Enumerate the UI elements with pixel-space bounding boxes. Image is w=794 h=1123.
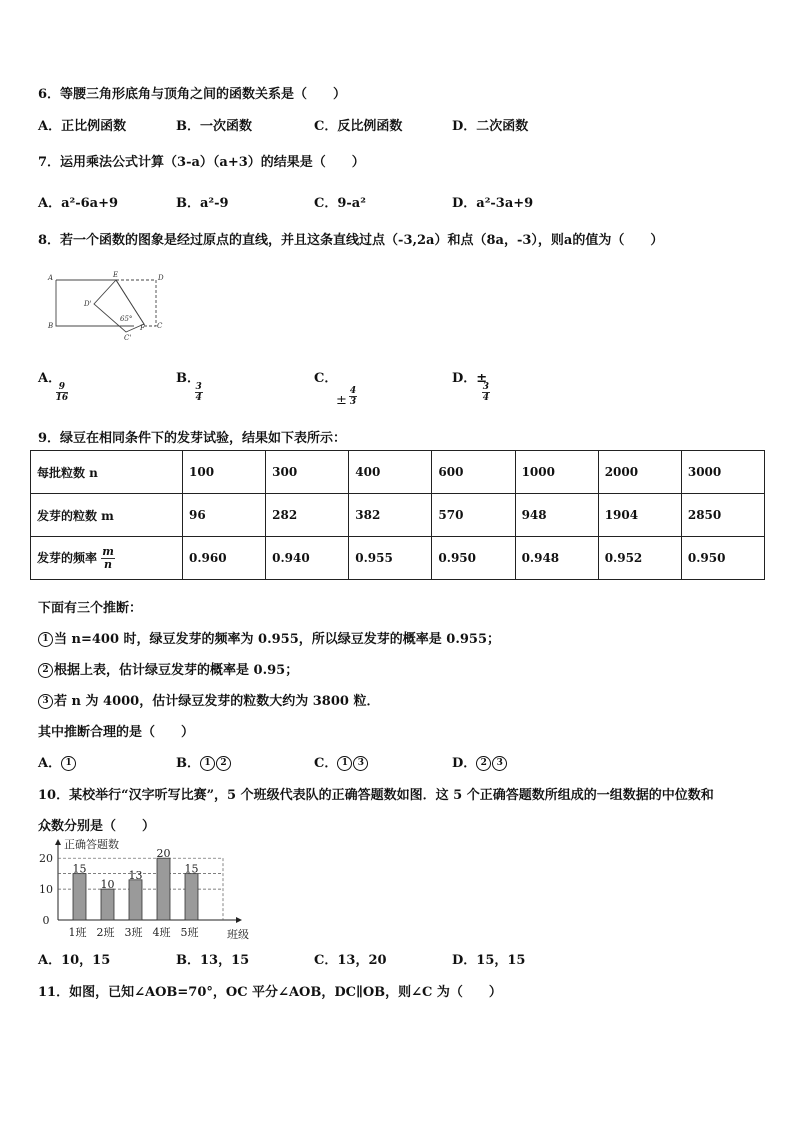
- chart-y-tick-label: 10: [39, 883, 53, 897]
- circled-number: 1: [61, 756, 76, 771]
- q9-option-d-label: D．: [452, 756, 477, 771]
- q9-inference-2-text: 根据上表，估计绿豆发芽的概率是 0.95；: [54, 663, 299, 678]
- q8-option-b-den: 4: [195, 393, 202, 403]
- freq-fraction-den: n: [104, 557, 113, 571]
- chart-x-tick-label: 4班: [152, 926, 171, 939]
- table-header-cell: 发芽的粒数 m: [31, 494, 183, 537]
- chart-bar: [185, 874, 198, 920]
- table-cell: 0.960: [183, 537, 266, 580]
- q8-fig-label-dprime: D': [84, 300, 92, 308]
- q7-stem: 7．运用乘法公式计算（3-a）（a+3）的结果是（ ）: [38, 155, 365, 170]
- q8-option-c-prefix: ±: [336, 393, 347, 408]
- circled-number: 2: [476, 756, 491, 771]
- q8-option-d-num: 3: [482, 382, 489, 392]
- q8-option-d-label: D．±: [452, 371, 488, 386]
- chart-data-label: 15: [72, 862, 87, 876]
- table-cell: 600: [432, 451, 515, 494]
- circled-number: 1: [38, 632, 53, 647]
- q11-stem: 11．如图，已知∠AOB=70°，OC 平分∠AOB，DC∥OB，则∠C 为（ ）: [38, 985, 502, 1000]
- q8-option-d-fraction: [482, 382, 490, 403]
- circled-number: 3: [38, 694, 53, 709]
- chart-bar: [73, 874, 86, 920]
- q8-option-c-label: C．: [314, 371, 338, 386]
- table-cell: 0.952: [598, 537, 681, 580]
- q8-option-c[interactable]: [314, 367, 357, 408]
- q6-option-d[interactable]: D．二次函数: [452, 119, 529, 134]
- table-cell: 0.950: [681, 537, 764, 580]
- chart-data-label: 10: [100, 878, 115, 892]
- q9-inference-1: [38, 628, 500, 647]
- q8-fig-label-a: A: [48, 274, 54, 282]
- q8-option-a-label: A．: [38, 371, 62, 386]
- table-cell: 2850: [681, 494, 764, 537]
- table-cell: 570: [432, 494, 515, 537]
- chart-y-tick-label: 0: [42, 914, 50, 927]
- circled-number: 2: [38, 663, 53, 678]
- q8-option-a-den: 16: [55, 393, 69, 403]
- table-cell: 0.955: [349, 537, 432, 580]
- freq-header-text: 发芽的频率: [37, 550, 98, 565]
- q8-fig-angle: 65°: [120, 315, 133, 323]
- q10-option-b[interactable]: B．13，15: [176, 953, 250, 968]
- q8-fig-label-c: C: [157, 322, 163, 330]
- chart-x-label: 班级: [227, 928, 249, 941]
- table-cell: 300: [266, 451, 349, 494]
- q10-option-d[interactable]: D．15，15: [452, 953, 526, 968]
- q8-option-a-fraction: [56, 382, 69, 403]
- q6-option-a[interactable]: A．正比例函数: [38, 119, 127, 134]
- q8-figure: [44, 268, 174, 344]
- circled-number: 1: [200, 756, 215, 771]
- chart-bar: [157, 858, 170, 920]
- q6-option-c[interactable]: C．反比例函数: [314, 119, 403, 134]
- circled-number: 3: [492, 756, 507, 771]
- freq-fraction-num: m: [102, 544, 114, 558]
- table-cell: 3000: [681, 451, 764, 494]
- q10-stem-line1: 10．某校举行“汉字听写比赛”，5 个班级代表队的正确答题数如图．这 5 个正确答题数所组成的一组数据的中位数和: [38, 788, 714, 803]
- table-cell: 1000: [515, 451, 598, 494]
- q10-option-a[interactable]: A．10，15: [38, 953, 111, 968]
- q8-option-a-num: 9: [56, 382, 69, 393]
- q8-fig-label-f: F: [140, 324, 145, 332]
- q9-inference-2: [38, 659, 298, 678]
- chart-bar: [101, 889, 114, 920]
- q9-option-a-label: A．: [38, 756, 62, 771]
- q8-option-b-num: 3: [195, 382, 202, 392]
- chart-x-axis-arrow: [236, 917, 242, 923]
- chart-data-label: 20: [156, 847, 171, 861]
- chart-data-label: 15: [184, 862, 199, 876]
- q10-option-c[interactable]: C．13，20: [314, 953, 387, 968]
- table-cell: 382: [349, 494, 432, 537]
- table-cell: 0.940: [266, 537, 349, 580]
- chart-x-tick-label: 5班: [180, 926, 199, 939]
- chart-x-tick-label: 3班: [124, 926, 143, 939]
- q8-option-d-den: 4: [482, 393, 489, 403]
- q8-option-d[interactable]: [452, 367, 500, 403]
- chart-bar: [129, 880, 142, 920]
- circled-number: 2: [216, 756, 231, 771]
- q8-stem: 8．若一个函数的图象是经过原点的直线，并且这条直线过点（-3,2a）和点（8a，-3），则a的值为（ ）: [38, 233, 664, 248]
- chart-y-tick-label: 20: [39, 852, 53, 866]
- table-cell: 400: [349, 451, 432, 494]
- q9-option-b-label: B．: [176, 756, 200, 771]
- q8-fig-label-cprime: C': [124, 334, 132, 342]
- q8-option-a[interactable]: [38, 367, 78, 403]
- q8-option-b[interactable]: [176, 367, 213, 403]
- q8-fig-label-e: E: [113, 271, 119, 279]
- q8-option-b-label: B．: [176, 371, 200, 386]
- chart-x-tick-label: 2班: [96, 926, 115, 939]
- q6-option-b[interactable]: B．一次函数: [176, 119, 252, 134]
- table-header-cell: 每批粒数 n: [31, 451, 183, 494]
- table-header-cell: [31, 537, 183, 580]
- table-cell: 0.950: [432, 537, 515, 580]
- q9-option-d[interactable]: [452, 752, 508, 771]
- q9-inference-3: [38, 690, 379, 709]
- table-cell: 0.948: [515, 537, 598, 580]
- q8-option-c-den: 3: [349, 397, 357, 407]
- table-row: [31, 537, 765, 580]
- q10-stem-line2: 众数分别是（ ）: [38, 819, 156, 834]
- circled-number: 1: [337, 756, 352, 771]
- q7-option-b[interactable]: B．a²-9: [176, 196, 229, 211]
- q6-stem: 6．等腰三角形底角与顶角之间的函数关系是（ ）: [38, 87, 347, 102]
- freq-fraction: [101, 546, 115, 571]
- q9-option-c-label: C．: [314, 756, 338, 771]
- q8-fig-fold: [94, 280, 144, 332]
- table-row: [31, 451, 765, 494]
- q7-option-a[interactable]: A．a²-6a+9: [38, 196, 119, 211]
- q9-option-c[interactable]: [314, 752, 369, 771]
- q8-fig-label-d: D: [158, 274, 164, 282]
- q9-option-b[interactable]: [176, 752, 232, 771]
- table-cell: 282: [266, 494, 349, 537]
- table-cell: 1904: [598, 494, 681, 537]
- q9-inference-3-text: 若 n 为 4000，估计绿豆发芽的粒数大约为 3800 粒．: [54, 694, 380, 709]
- q9-inference-1-text: 当 n=400 时，绿豆发芽的频率为 0.955，所以绿豆发芽的概率是 0.955；: [54, 632, 500, 647]
- q8-option-c-num: 4: [349, 386, 357, 396]
- q10-bar-chart: [38, 836, 258, 942]
- q9-ask: 其中推断合理的是（ ）: [38, 725, 195, 740]
- table-cell: 948: [515, 494, 598, 537]
- q8-option-c-fraction: [349, 386, 357, 407]
- q9-option-a[interactable]: [38, 752, 77, 771]
- table-cell: 100: [183, 451, 266, 494]
- table-row: [31, 494, 765, 537]
- circled-number: 3: [353, 756, 368, 771]
- table-cell: 2000: [598, 451, 681, 494]
- q9-table: [30, 450, 765, 580]
- q7-option-d[interactable]: D．a²-3a+9: [452, 196, 534, 211]
- table-cell: 96: [183, 494, 266, 537]
- chart-x-tick-label: 1班: [68, 926, 87, 939]
- q9-intro: 下面有三个推断：: [38, 601, 143, 616]
- q9-stem: 9．绿豆在相同条件下的发芽试验，结果如下表所示：: [38, 431, 347, 446]
- chart-y-axis-arrow: [55, 839, 61, 845]
- chart-title: 正确答题数: [64, 838, 119, 851]
- chart-data-label: 13: [128, 868, 143, 882]
- q8-fig-label-b: B: [48, 322, 54, 330]
- q7-option-c[interactable]: C．9-a²: [314, 196, 366, 211]
- q8-option-b-fraction: [195, 382, 203, 403]
